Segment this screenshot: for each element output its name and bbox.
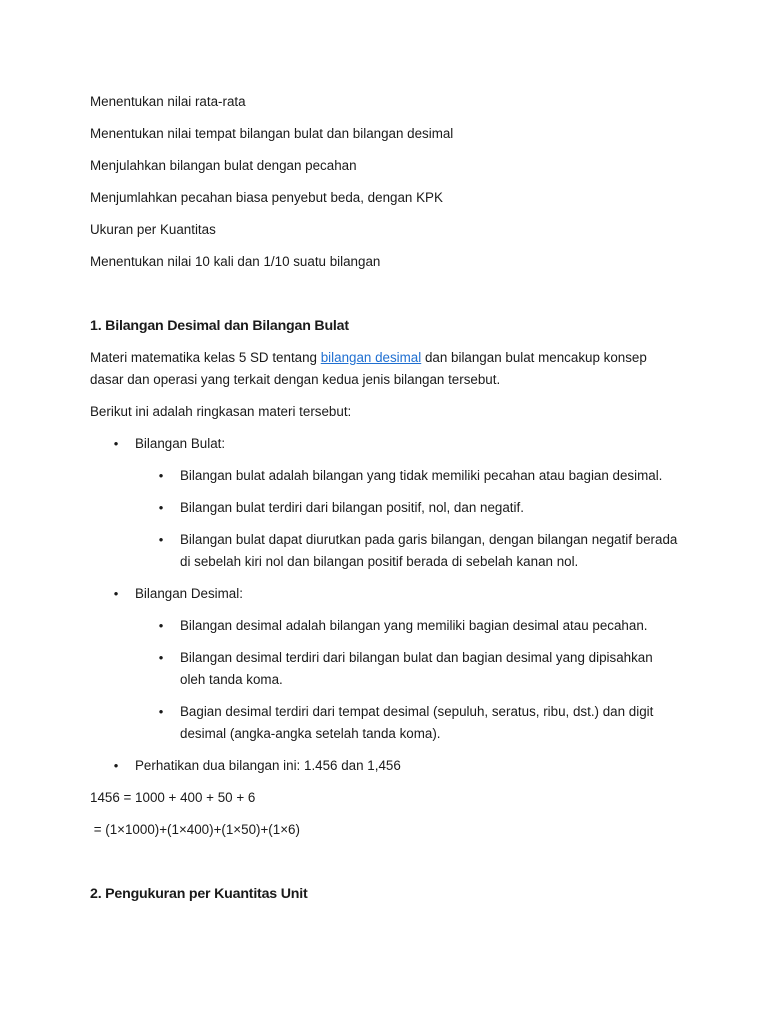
sub-list-item-text: Bilangan desimal adalah bilangan yang memiliki bagian desimal atau pecahan. — [180, 618, 648, 633]
bullet-icon: • — [158, 650, 164, 665]
sub-list-item — [90, 497, 678, 519]
list-item-label: Bilangan Desimal: — [135, 586, 243, 601]
sub-list-item — [90, 615, 678, 637]
bullet-icon: • — [158, 704, 164, 719]
intro-line: Menentukan nilai rata-rata — [90, 94, 246, 109]
equation-multiplication-form: = (1×1000)+(1×400)+(1×50)+(1×6) — [90, 822, 300, 837]
bullet-icon: • — [113, 586, 119, 601]
bullet-icon: • — [113, 436, 119, 451]
paragraph-text-before-link: Materi matematika kelas 5 SD tentang — [90, 350, 321, 365]
sub-list-item — [90, 647, 678, 691]
section-1-paragraph — [90, 347, 678, 391]
intro-topic-list — [90, 91, 678, 273]
section-1-heading: 1. Bilangan Desimal dan Bilangan Bulat — [90, 318, 349, 334]
intro-line: Menentukan nilai 10 kali dan 1/10 suatu bilangan — [90, 254, 381, 269]
list-item-perhatikan — [90, 755, 678, 777]
intro-line: Menjulahkan bilangan bulat dengan pecahan — [90, 158, 357, 173]
list-item-bilangan-bulat — [90, 433, 678, 455]
intro-line: Ukuran per Kuantitas — [90, 222, 216, 237]
sub-list-item — [90, 465, 678, 487]
sub-list-item-text: Bagian desimal terdiri dari tempat desimal (sepuluh, seratus, ribu, dst.) dan digit desimal (angka-angka setelah tanda koma). — [180, 704, 654, 741]
bullet-icon: • — [158, 500, 164, 515]
summary-list — [90, 433, 678, 777]
sub-list-item-text: Bilangan bulat adalah bilangan yang tidak memiliki pecahan atau bagian desimal. — [180, 468, 663, 483]
summary-intro-paragraph: Berikut ini adalah ringkasan materi tersebut: — [90, 404, 352, 419]
bullet-icon: • — [158, 468, 164, 483]
paragraph-text-after-link: dan bilangan bulat mencakup konsep dasar dan operasi yang terkait dengan kedua jenis bilangan tersebut. — [90, 350, 647, 387]
sub-list-item-text: Bilangan desimal terdiri dari bilangan bulat dan bagian desimal yang dipisahkan oleh tanda koma. — [180, 650, 653, 687]
list-item-label: Perhatikan dua bilangan ini: 1.456 dan 1,456 — [135, 758, 401, 773]
intro-line: Menjumlahkan pecahan biasa penyebut beda, dengan KPK — [90, 190, 443, 205]
sub-list-item-text: Bilangan bulat terdiri dari bilangan positif, nol, dan negatif. — [180, 500, 524, 515]
intro-line: Menentukan nilai tempat bilangan bulat dan bilangan desimal — [90, 126, 454, 141]
section-2-heading: 2. Pengukuran per Kuantitas Unit — [90, 886, 308, 902]
list-item-label: Bilangan Bulat: — [135, 436, 226, 451]
sub-list-item-text: Bilangan bulat dapat diurutkan pada garis bilangan, dengan bilangan negatif berada di sebelah kiri nol dan bilangan positif berada di sebelah kanan nol. — [180, 532, 678, 569]
bullet-icon: • — [158, 532, 164, 547]
sub-list-item — [90, 701, 678, 745]
bilangan-desimal-link[interactable]: bilangan desimal — [320, 350, 422, 365]
bullet-icon: • — [113, 758, 119, 773]
equation-expanded-form: 1456 = 1000 + 400 + 50 + 6 — [90, 790, 256, 805]
sub-list-item — [90, 529, 678, 573]
bullet-icon: • — [158, 618, 164, 633]
list-item-bilangan-desimal — [90, 583, 678, 605]
